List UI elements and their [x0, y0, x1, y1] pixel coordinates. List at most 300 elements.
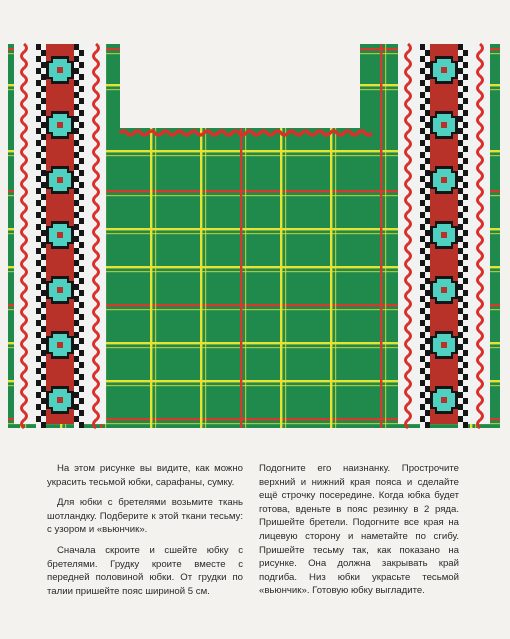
- band-border: [36, 332, 41, 338]
- band-border: [41, 80, 46, 86]
- band-border: [425, 80, 430, 86]
- band-border: [463, 200, 468, 206]
- band-border: [41, 86, 46, 92]
- band-border: [74, 422, 79, 428]
- band-border: [425, 128, 430, 134]
- band-border: [79, 50, 84, 56]
- band-border: [36, 314, 41, 320]
- band-border: [458, 104, 463, 110]
- band-border: [41, 62, 46, 68]
- band-border: [79, 134, 84, 140]
- band-border: [425, 170, 430, 176]
- band-border: [36, 254, 41, 260]
- band-border: [425, 164, 430, 170]
- band-border: [79, 236, 84, 242]
- band-border: [463, 278, 468, 284]
- band-border: [458, 62, 463, 68]
- band-border: [74, 410, 79, 416]
- band-border: [458, 374, 463, 380]
- motif-center: [57, 287, 63, 293]
- band-border: [420, 254, 425, 260]
- motif-center: [441, 177, 447, 183]
- band-border: [79, 92, 84, 98]
- band-border: [79, 416, 84, 422]
- band-border: [425, 398, 430, 404]
- band-border: [425, 62, 430, 68]
- band-border: [74, 80, 79, 86]
- band-border: [458, 206, 463, 212]
- band-border: [420, 170, 425, 176]
- band-border: [41, 398, 46, 404]
- band-border: [463, 242, 468, 248]
- band-border: [420, 152, 425, 158]
- band-border: [458, 344, 463, 350]
- band-border: [463, 212, 468, 218]
- band-border: [74, 164, 79, 170]
- band-border: [463, 194, 468, 200]
- band-border: [425, 386, 430, 392]
- band-border: [425, 224, 430, 230]
- band-border: [79, 230, 84, 236]
- band-border: [463, 260, 468, 266]
- band-border: [36, 92, 41, 98]
- left-braid-band: [14, 44, 106, 428]
- band-border: [36, 224, 41, 230]
- band-border: [420, 92, 425, 98]
- band-border: [74, 278, 79, 284]
- band-border: [79, 212, 84, 218]
- band-border: [36, 176, 41, 182]
- band-border: [425, 332, 430, 338]
- band-border: [463, 368, 468, 374]
- band-border: [463, 50, 468, 56]
- band-border: [420, 164, 425, 170]
- band-border: [425, 260, 430, 266]
- band-border: [458, 392, 463, 398]
- band-border: [36, 122, 41, 128]
- band-border: [36, 338, 41, 344]
- band-border: [79, 410, 84, 416]
- paragraph: Для юбки с бретелями возьмите ткань шотландку. Подберите к этой ткани тесьму: с узором и «вьюнчик».: [47, 497, 243, 536]
- band-border: [458, 44, 463, 50]
- band-border: [79, 68, 84, 74]
- band-border: [41, 140, 46, 146]
- band-border: [79, 350, 84, 356]
- motif-center: [441, 67, 447, 73]
- band-border: [41, 92, 46, 98]
- plaid-stripe: [0, 17, 510, 18]
- band-border: [79, 284, 84, 290]
- band-border: [458, 368, 463, 374]
- band-border: [41, 290, 46, 296]
- band-border: [41, 230, 46, 236]
- band-border: [420, 386, 425, 392]
- band-border: [74, 290, 79, 296]
- band-border: [420, 308, 425, 314]
- band-border: [79, 74, 84, 80]
- plaid-stripe: [285, 0, 286, 440]
- band-border: [41, 158, 46, 164]
- band-border: [420, 410, 425, 416]
- band-border: [420, 62, 425, 68]
- band-border: [458, 224, 463, 230]
- band-border: [425, 248, 430, 254]
- band-border: [41, 302, 46, 308]
- band-border: [74, 200, 79, 206]
- band-border: [463, 308, 468, 314]
- band-border: [458, 74, 463, 80]
- band-border: [463, 362, 468, 368]
- band-border: [463, 320, 468, 326]
- band-border: [458, 284, 463, 290]
- band-border: [463, 338, 468, 344]
- band-border: [74, 176, 79, 182]
- band-border: [79, 326, 84, 332]
- band-border: [463, 416, 468, 422]
- band-border: [74, 152, 79, 158]
- band-border: [463, 170, 468, 176]
- band-border: [79, 80, 84, 86]
- band-border: [79, 296, 84, 302]
- band-border: [458, 398, 463, 404]
- band-border: [74, 398, 79, 404]
- band-border: [458, 236, 463, 242]
- band-border: [41, 122, 46, 128]
- band-border: [425, 296, 430, 302]
- band-border: [36, 170, 41, 176]
- band-border: [463, 80, 468, 86]
- band-border: [36, 350, 41, 356]
- band-border: [420, 122, 425, 128]
- band-border: [420, 44, 425, 50]
- band-border: [41, 170, 46, 176]
- band-border: [36, 104, 41, 110]
- band-border: [463, 392, 468, 398]
- band-border: [74, 362, 79, 368]
- band-border: [420, 212, 425, 218]
- band-border: [41, 224, 46, 230]
- band-border: [36, 410, 41, 416]
- plaid-stripe: [330, 0, 332, 440]
- band-border: [74, 98, 79, 104]
- band-border: [36, 62, 41, 68]
- band-border: [36, 248, 41, 254]
- band-border: [74, 314, 79, 320]
- band-border: [79, 374, 84, 380]
- band-border: [74, 212, 79, 218]
- band-border: [458, 50, 463, 56]
- paragraph: На этом рисунке вы видите, как можно украсить тесьмой юбки, сарафаны, сумку.: [47, 463, 243, 488]
- band-border: [41, 254, 46, 260]
- band-border: [41, 380, 46, 386]
- band-border: [41, 356, 46, 362]
- band-border: [74, 50, 79, 56]
- band-border: [425, 338, 430, 344]
- band-border: [36, 194, 41, 200]
- band-border: [425, 350, 430, 356]
- band-border: [79, 218, 84, 224]
- band-border: [420, 332, 425, 338]
- band-border: [41, 368, 46, 374]
- band-border: [420, 104, 425, 110]
- band-border: [458, 290, 463, 296]
- band-border: [458, 122, 463, 128]
- band-border: [420, 50, 425, 56]
- band-border: [458, 338, 463, 344]
- band-border: [36, 86, 41, 92]
- band-border: [458, 422, 463, 428]
- band-border: [36, 80, 41, 86]
- band-border: [79, 386, 84, 392]
- band-border: [458, 116, 463, 122]
- band-border: [36, 290, 41, 296]
- band-border: [36, 242, 41, 248]
- motif-center: [57, 342, 63, 348]
- band-border: [41, 206, 46, 212]
- band-border: [458, 308, 463, 314]
- band-border: [41, 212, 46, 218]
- band-border: [458, 242, 463, 248]
- band-border: [425, 92, 430, 98]
- band-border: [425, 98, 430, 104]
- band-border: [425, 410, 430, 416]
- band-border: [458, 92, 463, 98]
- band-border: [41, 284, 46, 290]
- band-border: [420, 218, 425, 224]
- band-border: [425, 116, 430, 122]
- band-border: [425, 74, 430, 80]
- band-border: [463, 374, 468, 380]
- band-border: [36, 44, 41, 50]
- motif-center: [441, 232, 447, 238]
- band-border: [74, 392, 79, 398]
- band-border: [36, 182, 41, 188]
- band-border: [425, 134, 430, 140]
- band-border: [41, 146, 46, 152]
- band-border: [79, 188, 84, 194]
- band-border: [463, 302, 468, 308]
- band-border: [36, 416, 41, 422]
- band-border: [420, 296, 425, 302]
- band-border: [41, 44, 46, 50]
- band-border: [74, 104, 79, 110]
- band-border: [36, 422, 41, 428]
- band-border: [79, 308, 84, 314]
- band-border: [425, 104, 430, 110]
- band-border: [74, 182, 79, 188]
- band-border: [458, 386, 463, 392]
- band-border: [425, 122, 430, 128]
- band-border: [36, 56, 41, 62]
- band-border: [79, 224, 84, 230]
- band-border: [41, 326, 46, 332]
- band-border: [463, 68, 468, 74]
- band-border: [463, 74, 468, 80]
- band-border: [463, 164, 468, 170]
- band-border: [41, 116, 46, 122]
- band-border: [79, 422, 84, 428]
- band-border: [425, 362, 430, 368]
- band-border: [79, 302, 84, 308]
- band-border: [425, 152, 430, 158]
- band-border: [420, 128, 425, 134]
- band-border: [79, 176, 84, 182]
- band-border: [420, 368, 425, 374]
- band-border: [36, 206, 41, 212]
- plaid-stripe: [200, 0, 202, 440]
- motif-center: [57, 397, 63, 403]
- band-border: [458, 110, 463, 116]
- band-border: [463, 236, 468, 242]
- band-border: [463, 104, 468, 110]
- band-border: [41, 248, 46, 254]
- plaid-stripe: [335, 0, 336, 440]
- band-border: [458, 272, 463, 278]
- band-border: [36, 344, 41, 350]
- band-border: [420, 206, 425, 212]
- band-border: [74, 170, 79, 176]
- band-border: [420, 272, 425, 278]
- band-border: [458, 194, 463, 200]
- band-border: [420, 188, 425, 194]
- band-border: [463, 266, 468, 272]
- motif-center: [441, 122, 447, 128]
- band-border: [463, 248, 468, 254]
- band-border: [425, 200, 430, 206]
- band-border: [420, 140, 425, 146]
- band-border: [79, 182, 84, 188]
- band-border: [74, 320, 79, 326]
- band-border: [420, 158, 425, 164]
- motif-center: [57, 122, 63, 128]
- band-border: [36, 98, 41, 104]
- band-border: [41, 164, 46, 170]
- band-border: [458, 230, 463, 236]
- band-border: [74, 386, 79, 392]
- band-border: [79, 206, 84, 212]
- band-border: [74, 296, 79, 302]
- band-border: [463, 176, 468, 182]
- band-border: [74, 128, 79, 134]
- band-border: [74, 134, 79, 140]
- band-border: [463, 182, 468, 188]
- plaid-stripe: [205, 0, 206, 440]
- band-border: [74, 266, 79, 272]
- band-border: [425, 218, 430, 224]
- plaid-stripe: [155, 0, 156, 440]
- band-border: [458, 326, 463, 332]
- band-border: [425, 212, 430, 218]
- band-border: [74, 302, 79, 308]
- band-border: [36, 152, 41, 158]
- band-border: [36, 236, 41, 242]
- band-border: [420, 98, 425, 104]
- band-border: [463, 404, 468, 410]
- band-border: [36, 110, 41, 116]
- band-border: [425, 188, 430, 194]
- band-border: [41, 74, 46, 80]
- band-border: [74, 92, 79, 98]
- band-border: [79, 44, 84, 50]
- band-border: [458, 410, 463, 416]
- band-border: [458, 362, 463, 368]
- band-border: [425, 44, 430, 50]
- band-border: [79, 332, 84, 338]
- band-border: [36, 278, 41, 284]
- band-border: [420, 110, 425, 116]
- band-border: [420, 56, 425, 62]
- band-border: [79, 392, 84, 398]
- band-border: [74, 206, 79, 212]
- band-border: [41, 128, 46, 134]
- band-border: [458, 332, 463, 338]
- band-border: [74, 338, 79, 344]
- band-border: [41, 374, 46, 380]
- band-border: [463, 272, 468, 278]
- band-border: [458, 68, 463, 74]
- plaid-stripe: [150, 0, 152, 440]
- band-border: [36, 146, 41, 152]
- band-border: [420, 74, 425, 80]
- band-border: [41, 416, 46, 422]
- band-border: [458, 248, 463, 254]
- band-border: [425, 320, 430, 326]
- band-border: [420, 422, 425, 428]
- band-border: [458, 278, 463, 284]
- band-border: [41, 350, 46, 356]
- band-border: [425, 86, 430, 92]
- band-border: [420, 362, 425, 368]
- band-border: [420, 194, 425, 200]
- band-border: [420, 86, 425, 92]
- band-border: [74, 122, 79, 128]
- band-border: [425, 230, 430, 236]
- plaid-stripe: [380, 0, 382, 440]
- band-border: [425, 110, 430, 116]
- band-border: [74, 356, 79, 362]
- band-border: [420, 68, 425, 74]
- band-border: [458, 320, 463, 326]
- band-border: [74, 416, 79, 422]
- band-border: [36, 356, 41, 362]
- band-border: [463, 128, 468, 134]
- band-border: [463, 380, 468, 386]
- band-border: [36, 188, 41, 194]
- band-border: [41, 314, 46, 320]
- band-border: [79, 194, 84, 200]
- band-border: [420, 350, 425, 356]
- band-border: [463, 350, 468, 356]
- band-border: [74, 44, 79, 50]
- band-border: [463, 56, 468, 62]
- band-border: [79, 266, 84, 272]
- band-border: [41, 242, 46, 248]
- band-border: [463, 326, 468, 332]
- band-border: [420, 380, 425, 386]
- band-border: [463, 146, 468, 152]
- band-border: [420, 326, 425, 332]
- band-border: [458, 188, 463, 194]
- band-border: [425, 254, 430, 260]
- band-border: [79, 314, 84, 320]
- band-border: [425, 326, 430, 332]
- band-border: [74, 380, 79, 386]
- band-border: [79, 362, 84, 368]
- motif-center: [441, 342, 447, 348]
- band-border: [458, 98, 463, 104]
- band-border: [425, 314, 430, 320]
- band-border: [420, 134, 425, 140]
